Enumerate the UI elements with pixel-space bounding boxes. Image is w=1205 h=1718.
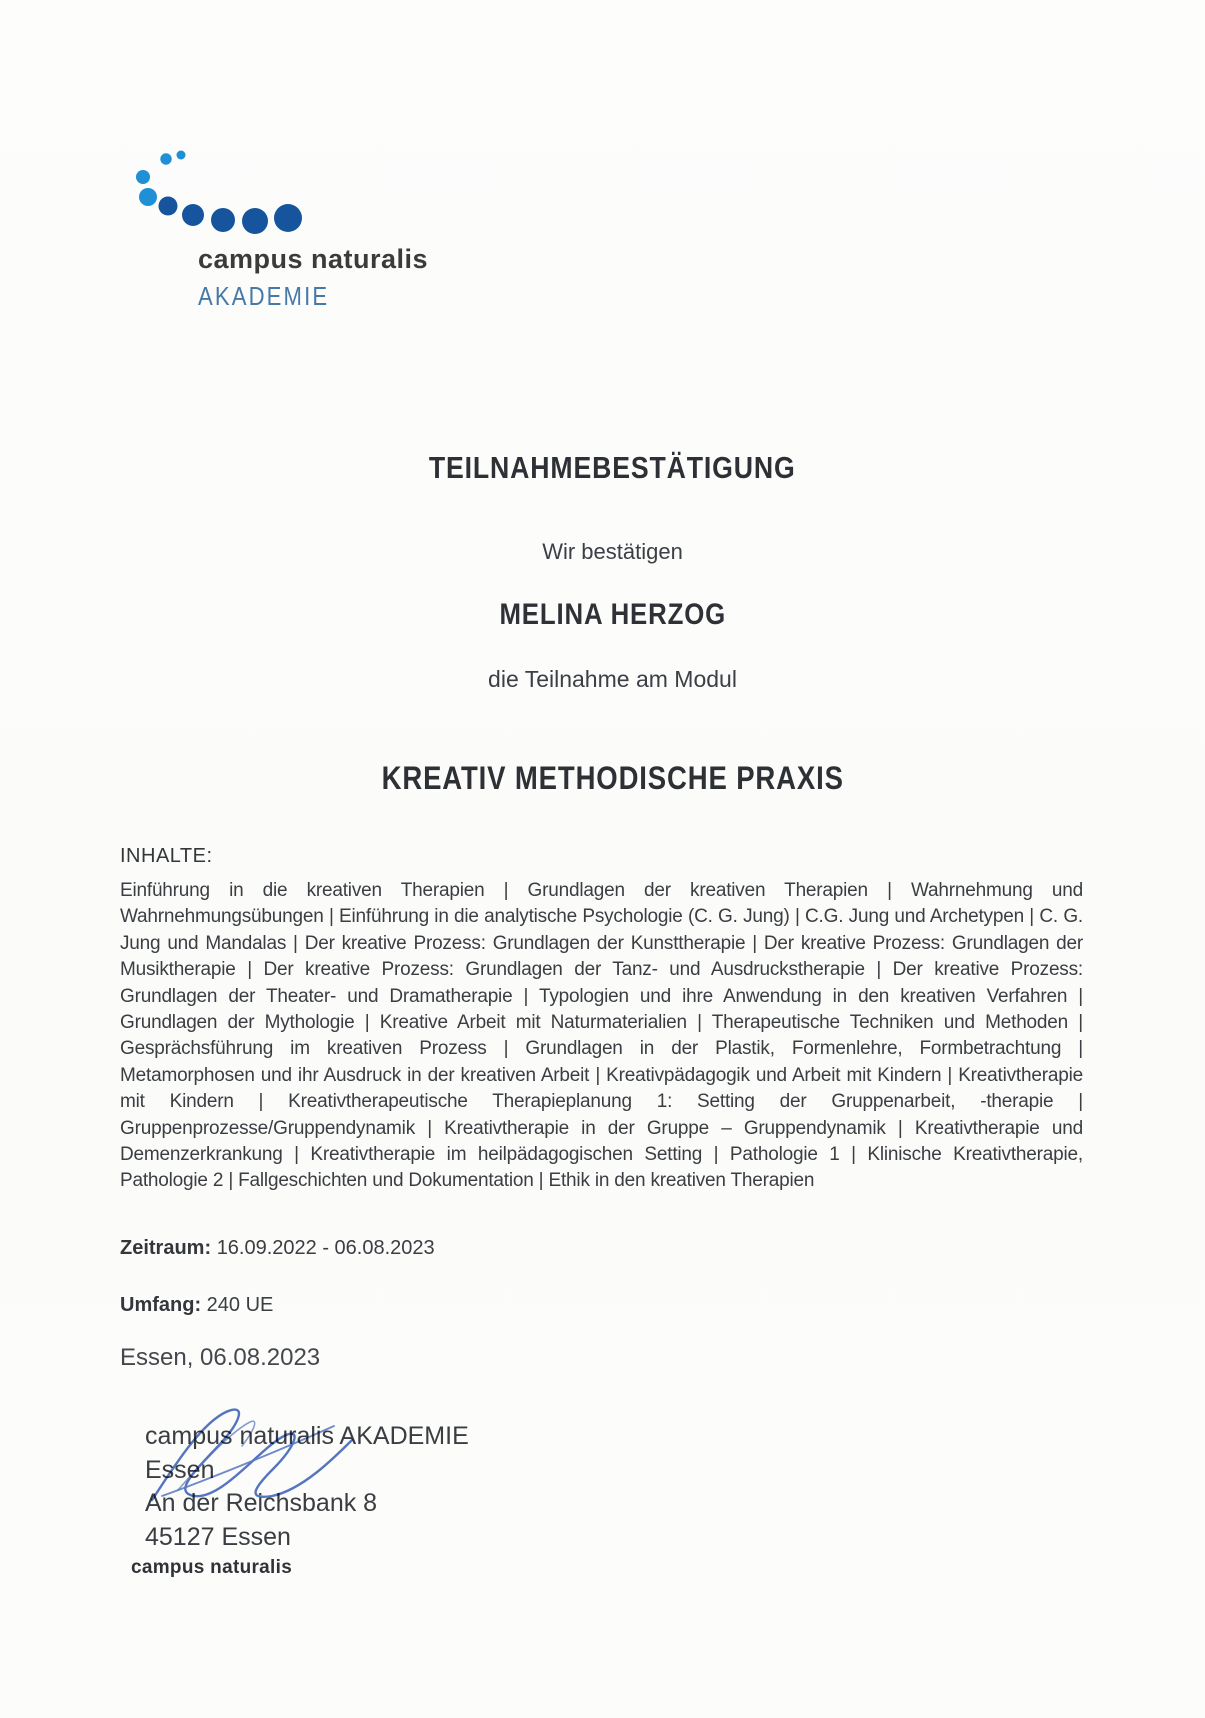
footer-small-brand: campus naturalis [131,1557,293,1578]
umfang-label: Umfang: [120,1294,202,1316]
campus-naturalis-logo-icon [118,132,318,242]
contents-body: Einführung in die kreativen Therapien | Grundlagen der kreativen Therapien | Wahrnehmung und Wahrnehmungsübungen | Einführung in die analytische Psychologie (C. G. Jung) | C.G. Jung und Archetypen | C. G. Jung und Mandalas | Der kreative Prozess: Grundlagen der Kunsttherapie | Der kreative Prozess: Grundlagen der Musiktherapie | Der kreative Prozess: Grundlagen der Tanz- und Ausdruckstherapie | Der kreative Prozess: Grundlagen der Theater- und Dramatherapie | Typologien und ihre Anwendung in den kreativen Verfahren | Grundlagen der Mythologie | Kreative Arbeit mit Naturmaterialien | Therapeutische Techniken und Methoden | Gesprächsführung im kreativen Prozess | Grundlagen in der Plastik, Formenlehre, Formbetrachtung | Metamorphosen und ihr Ausdruck in der kreativen Arbeit | Kreativpädagogik und Arbeit mit Kindern | Kreativtherapie mit Kindern | Kreativtherapeutische Therapieplanung 1: Setting der Gruppenarbeit, -therapie | Gruppenprozesse/Gruppendynamik | Kreativtherapie in der Gruppe – Gruppendynamik | Kreativtherapie und Demenzerkrankung | Kreativtherapie im heilpädagogischen Setting | Pathologie 1 | Klinische Kreativtherapie, Pathologie 2 | Fallgeschichten und Dokumentation | Ethik in den kreativen Therapien [120,880,1083,1192]
footer-street-line: An der Reichsbank 8 [145,1489,378,1517]
certificate-title-text: TEILNAHMEBESTÄTIGUNG [429,450,796,485]
footer-city-line: Essen [145,1455,215,1484]
logo-akademie-text: AKADEMIE [198,281,330,311]
zeitraum-label: Zeitraum: [120,1237,212,1259]
footer-zip-line: 45127 Essen [145,1522,291,1551]
zeitraum-row [120,1237,435,1260]
intro-text: Wir bestätigen [542,539,683,564]
contents-heading: INHALTE: [120,845,213,867]
umfang-row [120,1294,273,1317]
umfang-value: 240 UE [206,1294,274,1316]
zeitraum-value: 16.09.2022 - 06.08.2023 [216,1237,435,1259]
confirmation-text: die Teilnahme am Modul [488,666,737,692]
participant-name [20,598,1205,632]
participant-name-text: MELINA HERZOG [499,598,726,631]
place-date: Essen, 06.08.2023 [120,1344,321,1371]
logo-brand-text: campus naturalis [198,244,429,274]
module-title-text: KREATIV METHODISCHE PRAXIS [381,760,844,796]
module-title [20,760,1205,797]
certificate-title [20,450,1205,486]
footer-org-line: campus naturalis AKADEMIE [145,1422,469,1450]
footer-address-block [145,1420,469,1554]
